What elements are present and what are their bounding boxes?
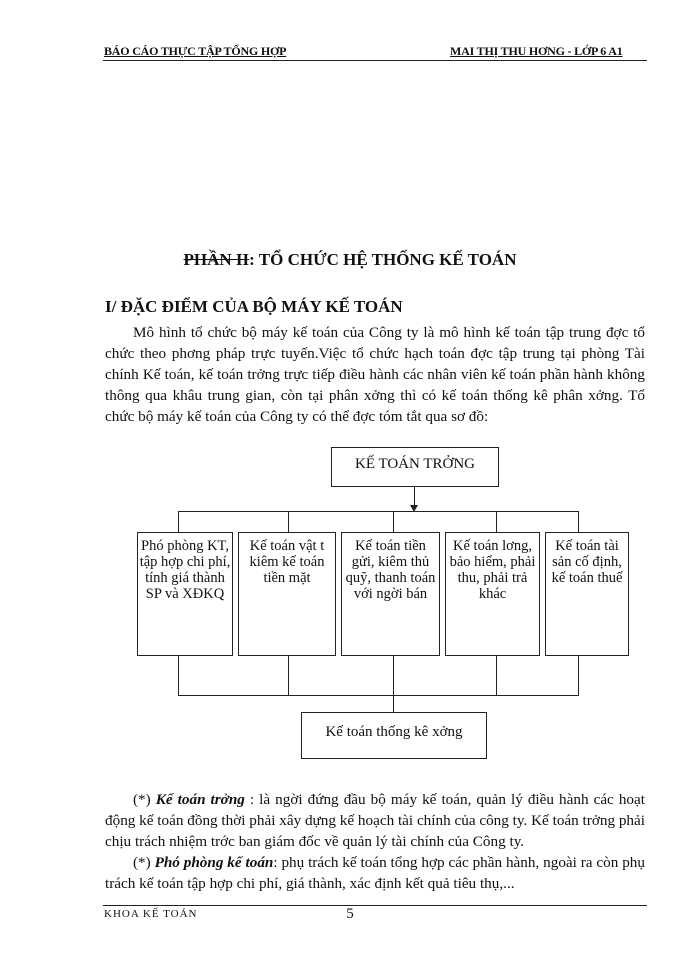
footer-rule bbox=[103, 905, 647, 906]
note-text: : là ngời đứng đầu bộ máy kế toán, quản lý điều hành các hoạt động kế toán đồng thời phải xây dựng kế hoạch tài chính của công ty. Kế toán trởng phải chịu trách nhiệm trớc ban giám đốc về quản lý tài chính của Công ty. bbox=[105, 791, 645, 850]
note-term: Kế toán trởng bbox=[155, 791, 245, 808]
dept-box: Kế toán tiền gửi, kiêm thủ quỹ, thanh toán với ngời bán bbox=[341, 532, 440, 656]
header-right: MAI THỊ THU HƠNG - LỚP 6 A1 bbox=[450, 44, 623, 58]
section-heading: I/ ĐẶC ĐIỂM CỦA BỘ MÁY KẾ TOÁN bbox=[105, 297, 403, 316]
connector-b1 bbox=[178, 656, 179, 695]
connector-1 bbox=[178, 511, 179, 533]
footer-left: KHOA KẾ TOÁN bbox=[104, 908, 198, 920]
header-rule bbox=[103, 60, 647, 61]
connector-3 bbox=[393, 511, 394, 533]
note-text: : phụ trách kế toán tổng hợp các phần hành, ngoài ra còn phụ trách kế toán tập hợp chi phí, giá thành, xác định kết quả tiêu thụ,... bbox=[105, 854, 645, 892]
title-part: PHẦN II bbox=[183, 250, 250, 269]
intro-text: Mô hình tổ chức bộ máy kế toán của Công ty là mô hình kế toán tập trung đợc tổ chức theo phơng pháp trực tuyến.Việc tổ chức hạch toán đợc tập trung tại phòng Tài chính Kế toán, kế toán trởng trực tiếp điều hành các nhân viên kế toán phần hành không thông qua khâu trung gian, còn tại phân xởng thì có kế toán thống kê phân xởng. Tổ chức bộ máy kế toán của Công ty có thể đợc tóm tắt qua sơ đồ: bbox=[105, 324, 645, 425]
dept-box: Kế toán vật t kiêm kế toán tiền mặt bbox=[238, 532, 336, 656]
page-number: 5 bbox=[346, 906, 354, 922]
connector-b2 bbox=[288, 656, 289, 695]
page-title bbox=[0, 250, 700, 270]
dept-box: Kế toán tài sản cố định, kế toán thuế bbox=[545, 532, 629, 656]
connector-b3 bbox=[393, 656, 394, 695]
workshop-accountant-box: Kế toán thống kê xởng bbox=[301, 712, 487, 759]
dept-box: Kế toán lơng, bảo hiểm, phải thu, phải trả khác bbox=[445, 532, 540, 656]
chief-accountant-box: KẾ TOÁN TRỞNG bbox=[331, 447, 499, 487]
dept-box: Phó phòng KT, tập hợp chi phí, tính giá thành SP và XĐKQ bbox=[137, 532, 233, 656]
connector-b4 bbox=[496, 656, 497, 695]
connector-2 bbox=[288, 511, 289, 533]
note-prefix: (*) bbox=[133, 854, 155, 871]
bus-bottom bbox=[178, 695, 579, 696]
connector-bottom bbox=[393, 695, 394, 713]
note-deputy-accountant bbox=[105, 852, 645, 894]
note-prefix: (*) bbox=[133, 791, 156, 808]
connector-b5 bbox=[578, 656, 579, 695]
note-chief-accountant bbox=[105, 789, 645, 852]
note-term: Phó phòng kế toán bbox=[154, 854, 274, 871]
connector-4 bbox=[496, 511, 497, 533]
title-rest: : TỔ CHỨC HỆ THỐNG KẾ TOÁN bbox=[249, 250, 517, 269]
intro-paragraph bbox=[105, 322, 645, 427]
bus-top bbox=[178, 511, 579, 512]
header-left: BÁO CÁO THỰC TẬP TỔNG HỢP bbox=[104, 44, 287, 58]
connector-5 bbox=[578, 511, 579, 533]
